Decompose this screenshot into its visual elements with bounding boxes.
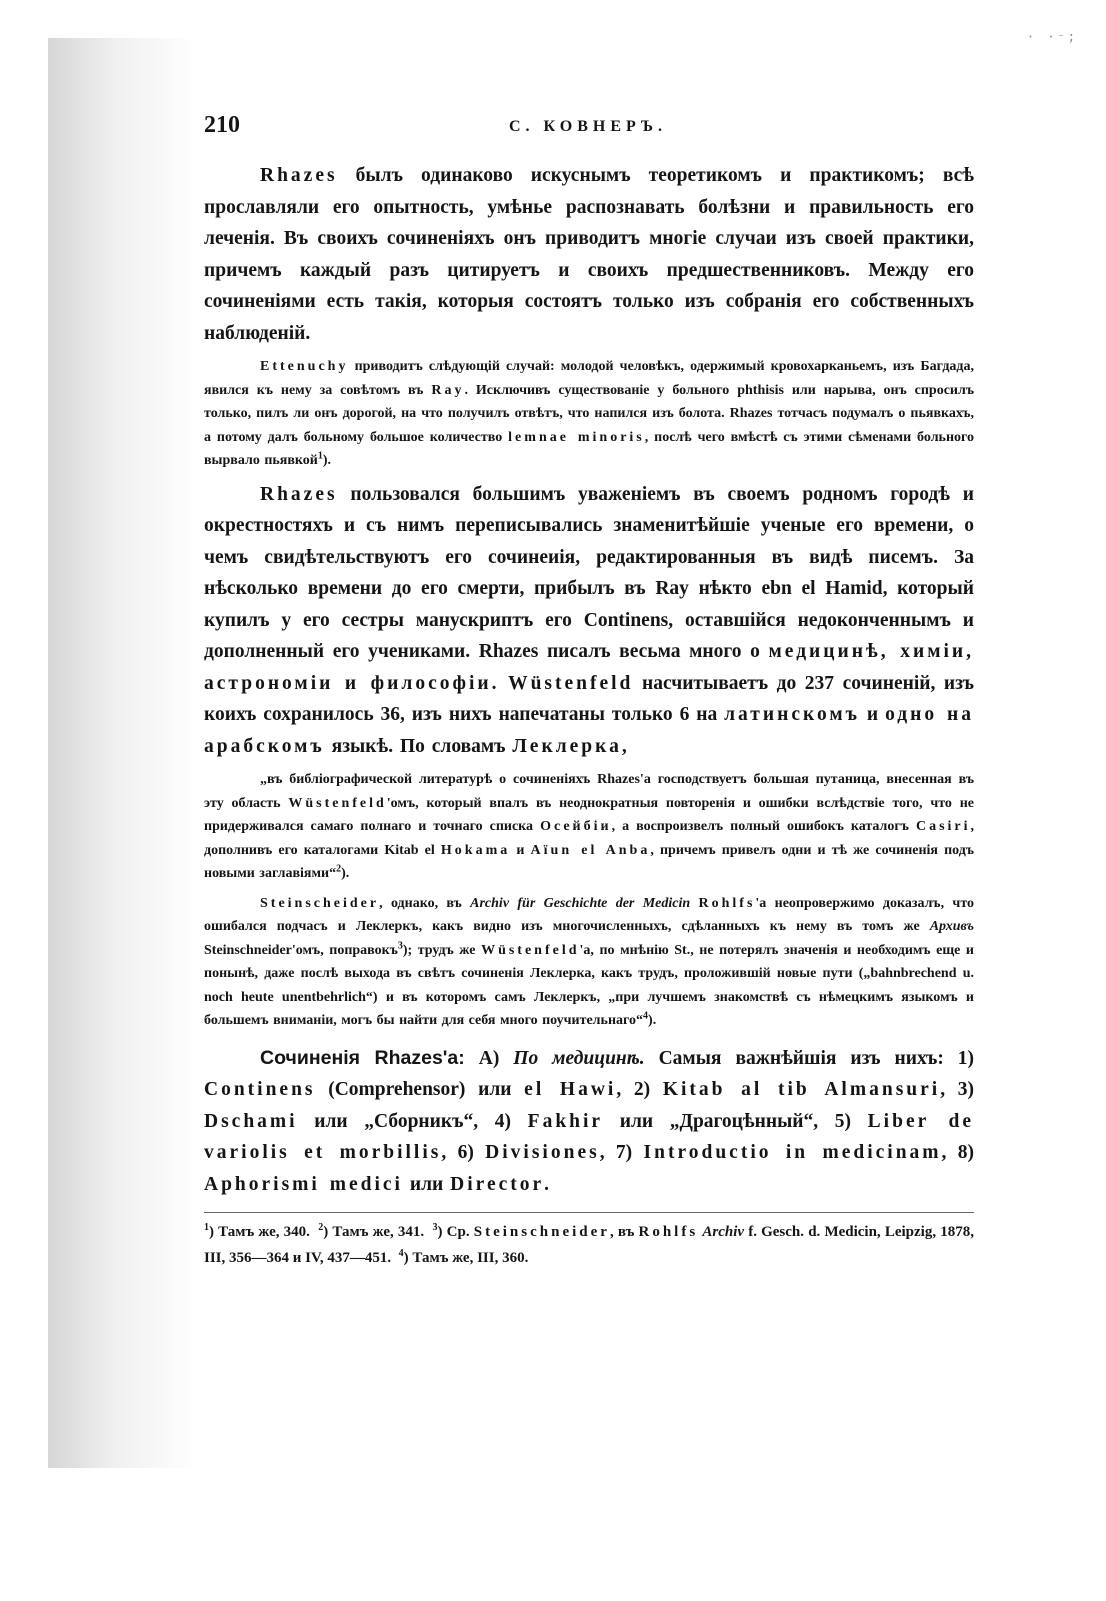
footnote-4: ) Тамъ же, III, 360. [403,1250,529,1266]
paragraph-ettenuchy-case: Ettenuchy приводитъ слѣдующій случай: молодой человѣкъ, одержимый кровохарканьемъ, изъ Багдада, явился къ нему за совѣтомъ въ Ray. Исключивъ существованіе у больного phthisis или нарыва, онъ спросилъ только, пилъ ли онъ дорогой, на что получилъ отвѣтъ, что напился изъ болота. Rhazes тотчасъ подумалъ о пьявкахъ, а потому далъ больному большое количество lemnae minoris, послѣ чего вмѣстѣ съ этими сѣменами больного вырвало пьявкой$^1$). [204,359,975,468]
footnote-ref-3: 3 [397,939,403,951]
document-page [204,112,974,1271]
footnote-ref-2: 2 [336,863,342,875]
paragraph-rhazes-works: Rhazes пользовался большимъ уваженіемъ въ своемъ родномъ городѣ и окрестностяхъ и съ нимъ переписывались знаменитѣйшіе ученые его времени, о чемъ свидѣтельствуютъ его сочинеиія, редактированныя въ видѣ писемъ. За нѣсколько времени до его смерти, прибылъ въ Ray нѣкто ebn el Hamid, который купилъ у его сестры манускриптъ его Continens, оставшійся недоконченнымъ и дополненный его учениками. Rhazes писалъ весьма много о медицинѣ, химіи, астрономіи и философіи. Wüstenfeld насчитываетъ до 237 сочиненій, изъ коихъ сохранилось 36, изъ нихъ напечатаны только 6 на латинскомъ и одно на арабскомъ языкѣ. По словамъ Леклерка, [204,483,975,757]
scan-corner-marks: · ·⁻; [1026,30,1078,44]
footnotes: $^1$) Тамъ же, 340. $^2$) Тамъ же, 341. $^3$) Ср. Steinschneider, въ Rohlfs Archiv f. Gesch. d. Medicin, Leipzig, 1878, III, 356—364 и IV, 437—451. $^4$) Тамъ же, III, 360. [204,1222,975,1266]
paragraph-works-list: Сочиненія Rhazes'а: A) По медицинѣ. Самыя важнѣйшія изъ нихъ: 1) Continens (Comprehensor) или el Hawi, 2) Kitab al tib Almansuri, 3) Dschami или „Сборникъ“, 4) Fakhir или „Драгоцѣнный“, 5) Liber de variolis et morbillis, 6) Divisiones, 7) Introductio in medicinam, 8) Aphorismi medici или Director. [204,1046,975,1195]
quote-leclerc: „въ библіографической литературѣ о сочиненіяхъ Rhazes'а господствуетъ большая путаница, внесенная въ эту область Wüstenfeld'омъ, который впалъ въ неоднократныя повторенія и ошибки вслѣдствіе того, что не придерживался самаго полнаго и точнаго списка Осейбіи, а воспроизвелъ полный ошибокъ каталогъ Casiri, дополнивъ его каталогами Kitab el Hokama и Aïun el Anba, причемъ привелъ одни и тѣ же сочиненія подъ новыми заглавіями“$^2$). [204,772,975,881]
name-ettenuchy: Ettenuchy [260,359,349,374]
page-header [204,112,974,160]
footnote-2: ) Тамъ же, 341. [323,1224,425,1240]
footnote-3: ) Ср. [437,1224,470,1240]
footnote-1: ) Тамъ же, 340. [209,1224,310,1240]
name-rhazes: Rhazes [260,165,338,186]
footnote-ref-4: 4 [643,1010,649,1022]
name-rhazes: Rhazes [260,483,338,505]
section-lead: Сочиненія Rhazes'а: [260,1046,465,1069]
running-head: С. КОВНЕРЪ. [509,118,668,135]
footnote-ref-1: 1 [317,450,323,462]
scan-edge-shadow [48,38,198,1468]
name-wustenfeld: Wüstenfeld [508,672,634,694]
footnote-divider [204,1212,974,1213]
paragraph-rhazes-practice: Rhazes былъ одинаково искуснымъ теоретикомъ и практикомъ; всѣ прославляли его опытность, умѣнье распознавать болѣзни и правильность его леченія. Въ своихъ сочиненіяхъ онъ приводитъ многіе случаи изъ своей практики, причемъ каждый разъ цитируетъ и своихъ предшественниковъ. Между его сочиненіями есть такія, которыя состоятъ только изъ собранія его собственныхъ наблюденій. [204,165,974,344]
paragraph-steinschneider: Steinscheider, однако, въ Archiv für Geschichte der Medicin Rohlfs'а неопровержимо доказалъ, что ошибался подчасъ и Леклеркъ, какъ видно изъ многочисленныхъ, сдѣланныхъ къ нему въ томъ же Архивъ Steinschneider'омъ, поправокъ$^3$); трудъ же Wüstenfeld'а, по мнѣнію St., не потерялъ значенія и необходимъ еще и понынѣ, даже послѣ выхода въ свѣтъ сочиненія Леклерка, какъ трудъ, проложившій новые пути („bahnbrechend u. noch heute unentbehrlich“) и въ которомъ самъ Леклеркъ, „при лучшемъ знакомствѣ съ нѣмецкимъ языкомъ и большемъ вниманіи, могъ бы найти для себя много поучительнаго“$^4$). [204,895,975,1028]
page-number: 210 [204,112,240,138]
